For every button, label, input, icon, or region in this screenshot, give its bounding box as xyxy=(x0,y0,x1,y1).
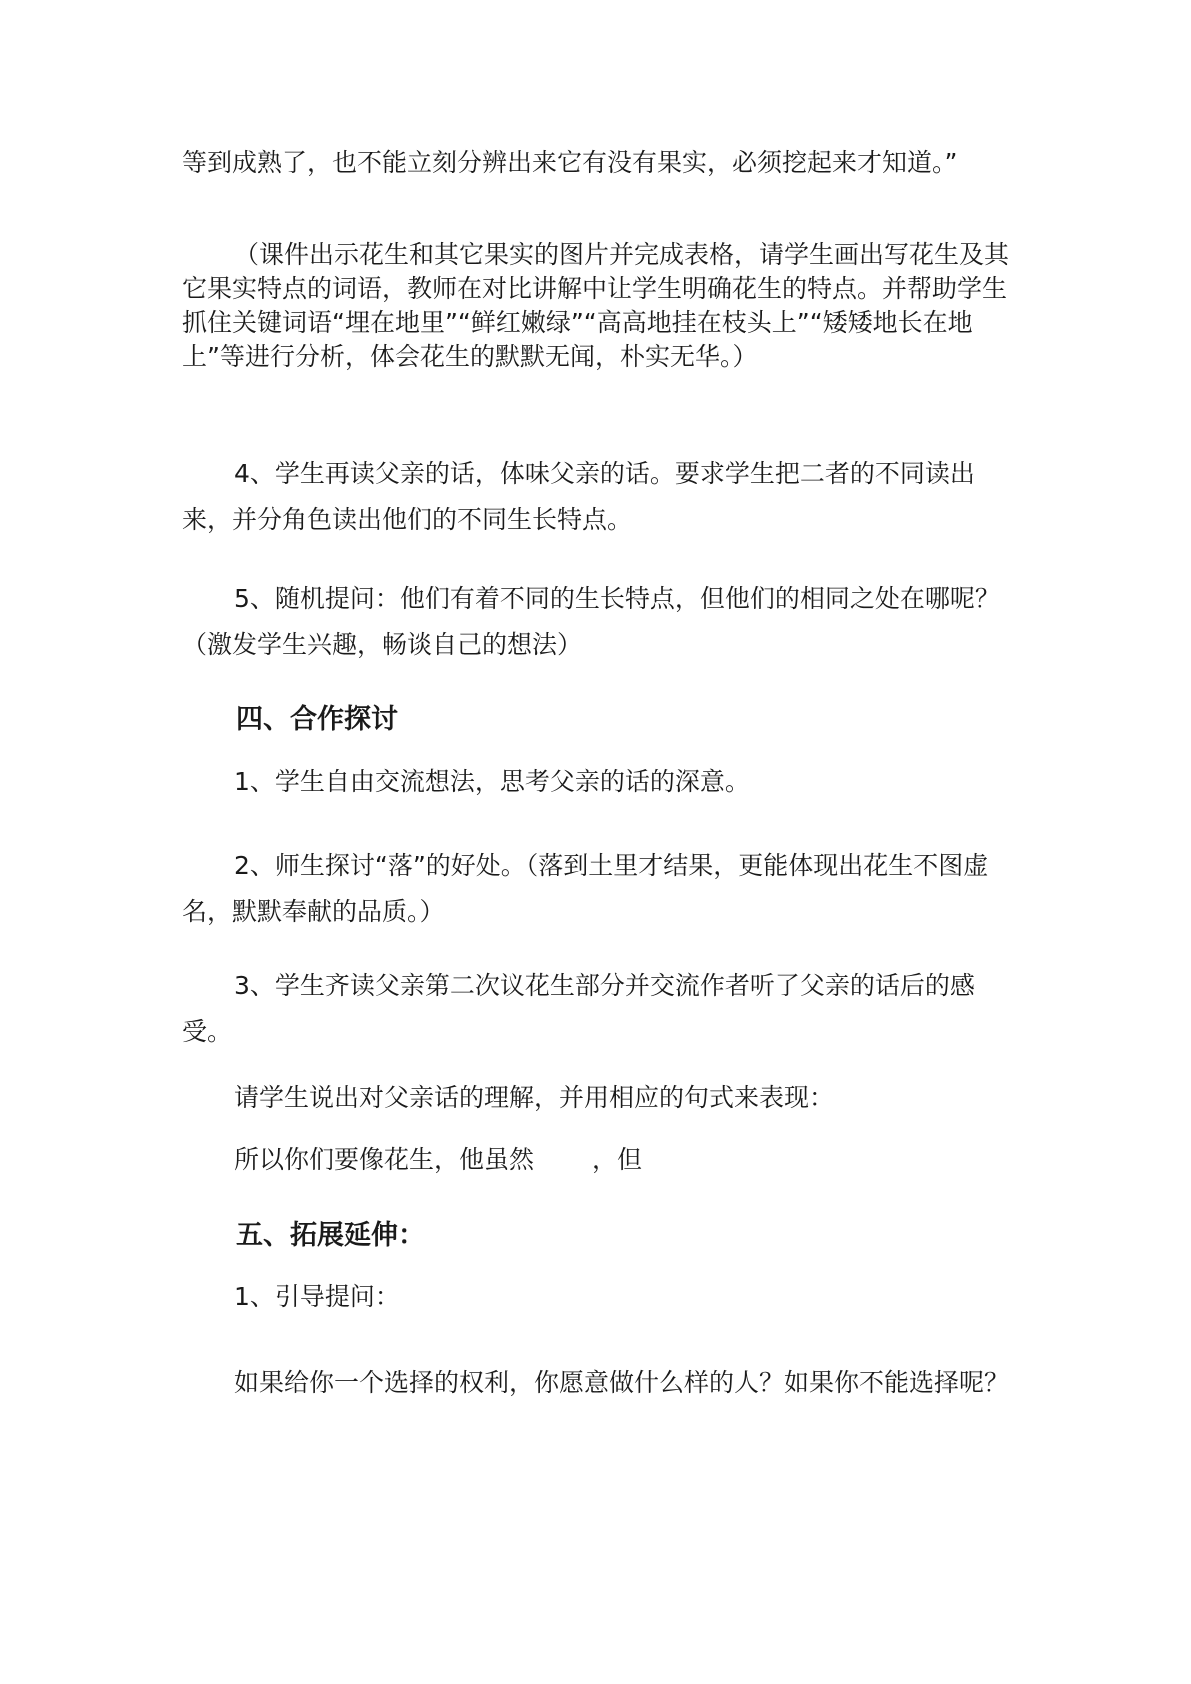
paragraph-sentence-prompt: 请学生说出对父亲话的理解，并用相应的句式来表现： xyxy=(234,1083,835,1112)
paragraph-section4-item-3: 3、学生齐读父亲第二次议花生部分并交流作者听了父亲的话后的感受。 xyxy=(182,971,975,1046)
paragraph-section4-item-1: 1、学生自由交流想法，思考父亲的话的深意。 xyxy=(234,767,750,796)
paragraph-item-5: 5、随机提问：他们有着不同的生长特点，但他们的相同之处在哪呢？（激发学生兴趣，畅谈自己的想法） xyxy=(182,584,1000,659)
paragraph-section4-item-2: 2、师生探讨“落”的好处。（落到土里才结果，更能体现出花生不图虚名，默默奉献的品质。） xyxy=(182,851,989,926)
section-heading-4: 四、合作探讨 xyxy=(236,704,398,735)
paragraph-section5-item-1: 1、引导提问： xyxy=(234,1282,400,1311)
section-heading-5: 五、拓展延伸： xyxy=(236,1220,425,1251)
sentence-pattern-start: 所以你们要像花生，他虽然 xyxy=(234,1145,535,1174)
sentence-pattern-end: ，但 xyxy=(592,1145,643,1174)
paragraph-continuation: 等到成熟了，也不能立刻分辨出来它有没有果实，必须挖起来才知道。” xyxy=(182,148,958,177)
paragraph-sentence-pattern xyxy=(182,1137,1012,1183)
paragraph-choice-question: 如果给你一个选择的权利，你愿意做什么样的人？如果你不能选择呢？ xyxy=(234,1368,1010,1397)
paragraph-courseware-note: （课件出示花生和其它果实的图片并完成表格，请学生画出写花生及其它果实特点的词语，教师在对比讲解中让学生明确花生的特点。并帮助学生抓住关键词语“埋在地里”“鲜红嫩绿”“高高地挂在枝头上”“矮矮地长在地上”等进行分析，体会花生的默默无闻，朴实无华。） xyxy=(182,240,1010,371)
paragraph-item-4: 4、学生再读父亲的话，体味父亲的话。要求学生把二者的不同读出来，并分角色读出他们的不同生长特点。 xyxy=(182,459,975,534)
